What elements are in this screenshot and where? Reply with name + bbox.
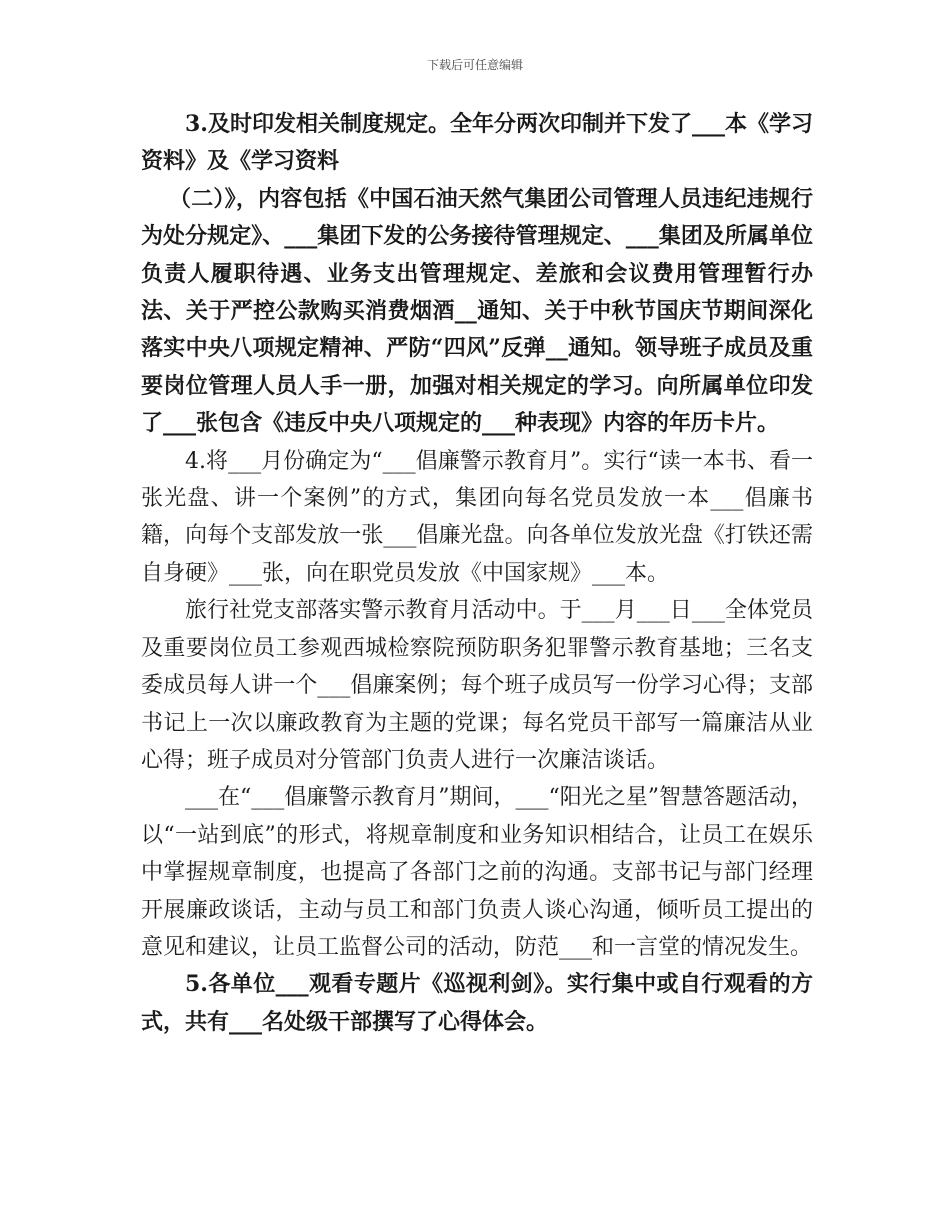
paragraph-item-3: 3.及时印发相关制度规定。全年分两次印制并下发了___本《学习资料》及《学习资料 (141, 111, 813, 175)
paragraph-travel-agency: 旅行社党支部落实警示教育月活动中。于___月___日___全体党员及重要岗位员工参观西城检察院预防职务犯罪警示教育基地；三名支委成员每人讲一个___倡廉案例；每个班子成员写一份学习心得；支部书记上一次以廉政教育为主题的党课；每名党员干部写一篇廉洁从业心得；班子成员对分管部门负责人进行一次廉洁谈话。 (141, 598, 813, 773)
paragraph-warning-month-activity: ___在“___倡廉警示教育月”期间，___“阳光之星”智慧答题活动，以“一站到底”的形式，将规章制度和业务知识相结合，让员工在娱乐中掌握规章制度，也提高了各部门之前的沟通。支部书记与部门经理开展廉政谈话，主动与员工和部门负责人谈心沟通，倾听员工提出的意见和建议，让员工监督公司的活动，防范___和一言堂的情况发生。 (141, 785, 813, 960)
paragraph-item-3-continued: （二）》，内容包括《中国石油天然气集团公司管理人员违纪违规行为处分规定》、___集团下发的公务接待管理规定、___集团及所属单位负责人履职待遇、业务支出管理规定、差旅和会议费用管理暂行办法、关于严控公款购买消费烟酒__通知、关于中秋节国庆节期间深化落实中央八项规定精神、严防“四风”反弹__通知。领导班子成员及重要岗位管理人员人手一册，加强对相关规定的学习。向所属单位印发了___张包含《违反中央八项规定的___种表现》内容的年历卡片。 (141, 185, 813, 437)
document-body (141, 106, 813, 1041)
paragraph-item-4: 4.将___月份确定为“___倡廉警示教育月”。实行“读一本书、看一张光盘、讲一个案例”的方式，集团向每名党员发放一本___倡廉书籍，向每个支部发放一张___倡廉光盘。向各单位发放光盘《打铁还需自身硬》___张，向在职党员发放《中国家规》___本。 (141, 448, 813, 586)
paragraph-item-5: 5.各单位___观看专题片《巡视利剑》。实行集中或自行观看的方式，共有___名处级干部撰写了心得体会。 (141, 971, 813, 1035)
header-note: 下载后可任意编辑 (426, 58, 523, 72)
